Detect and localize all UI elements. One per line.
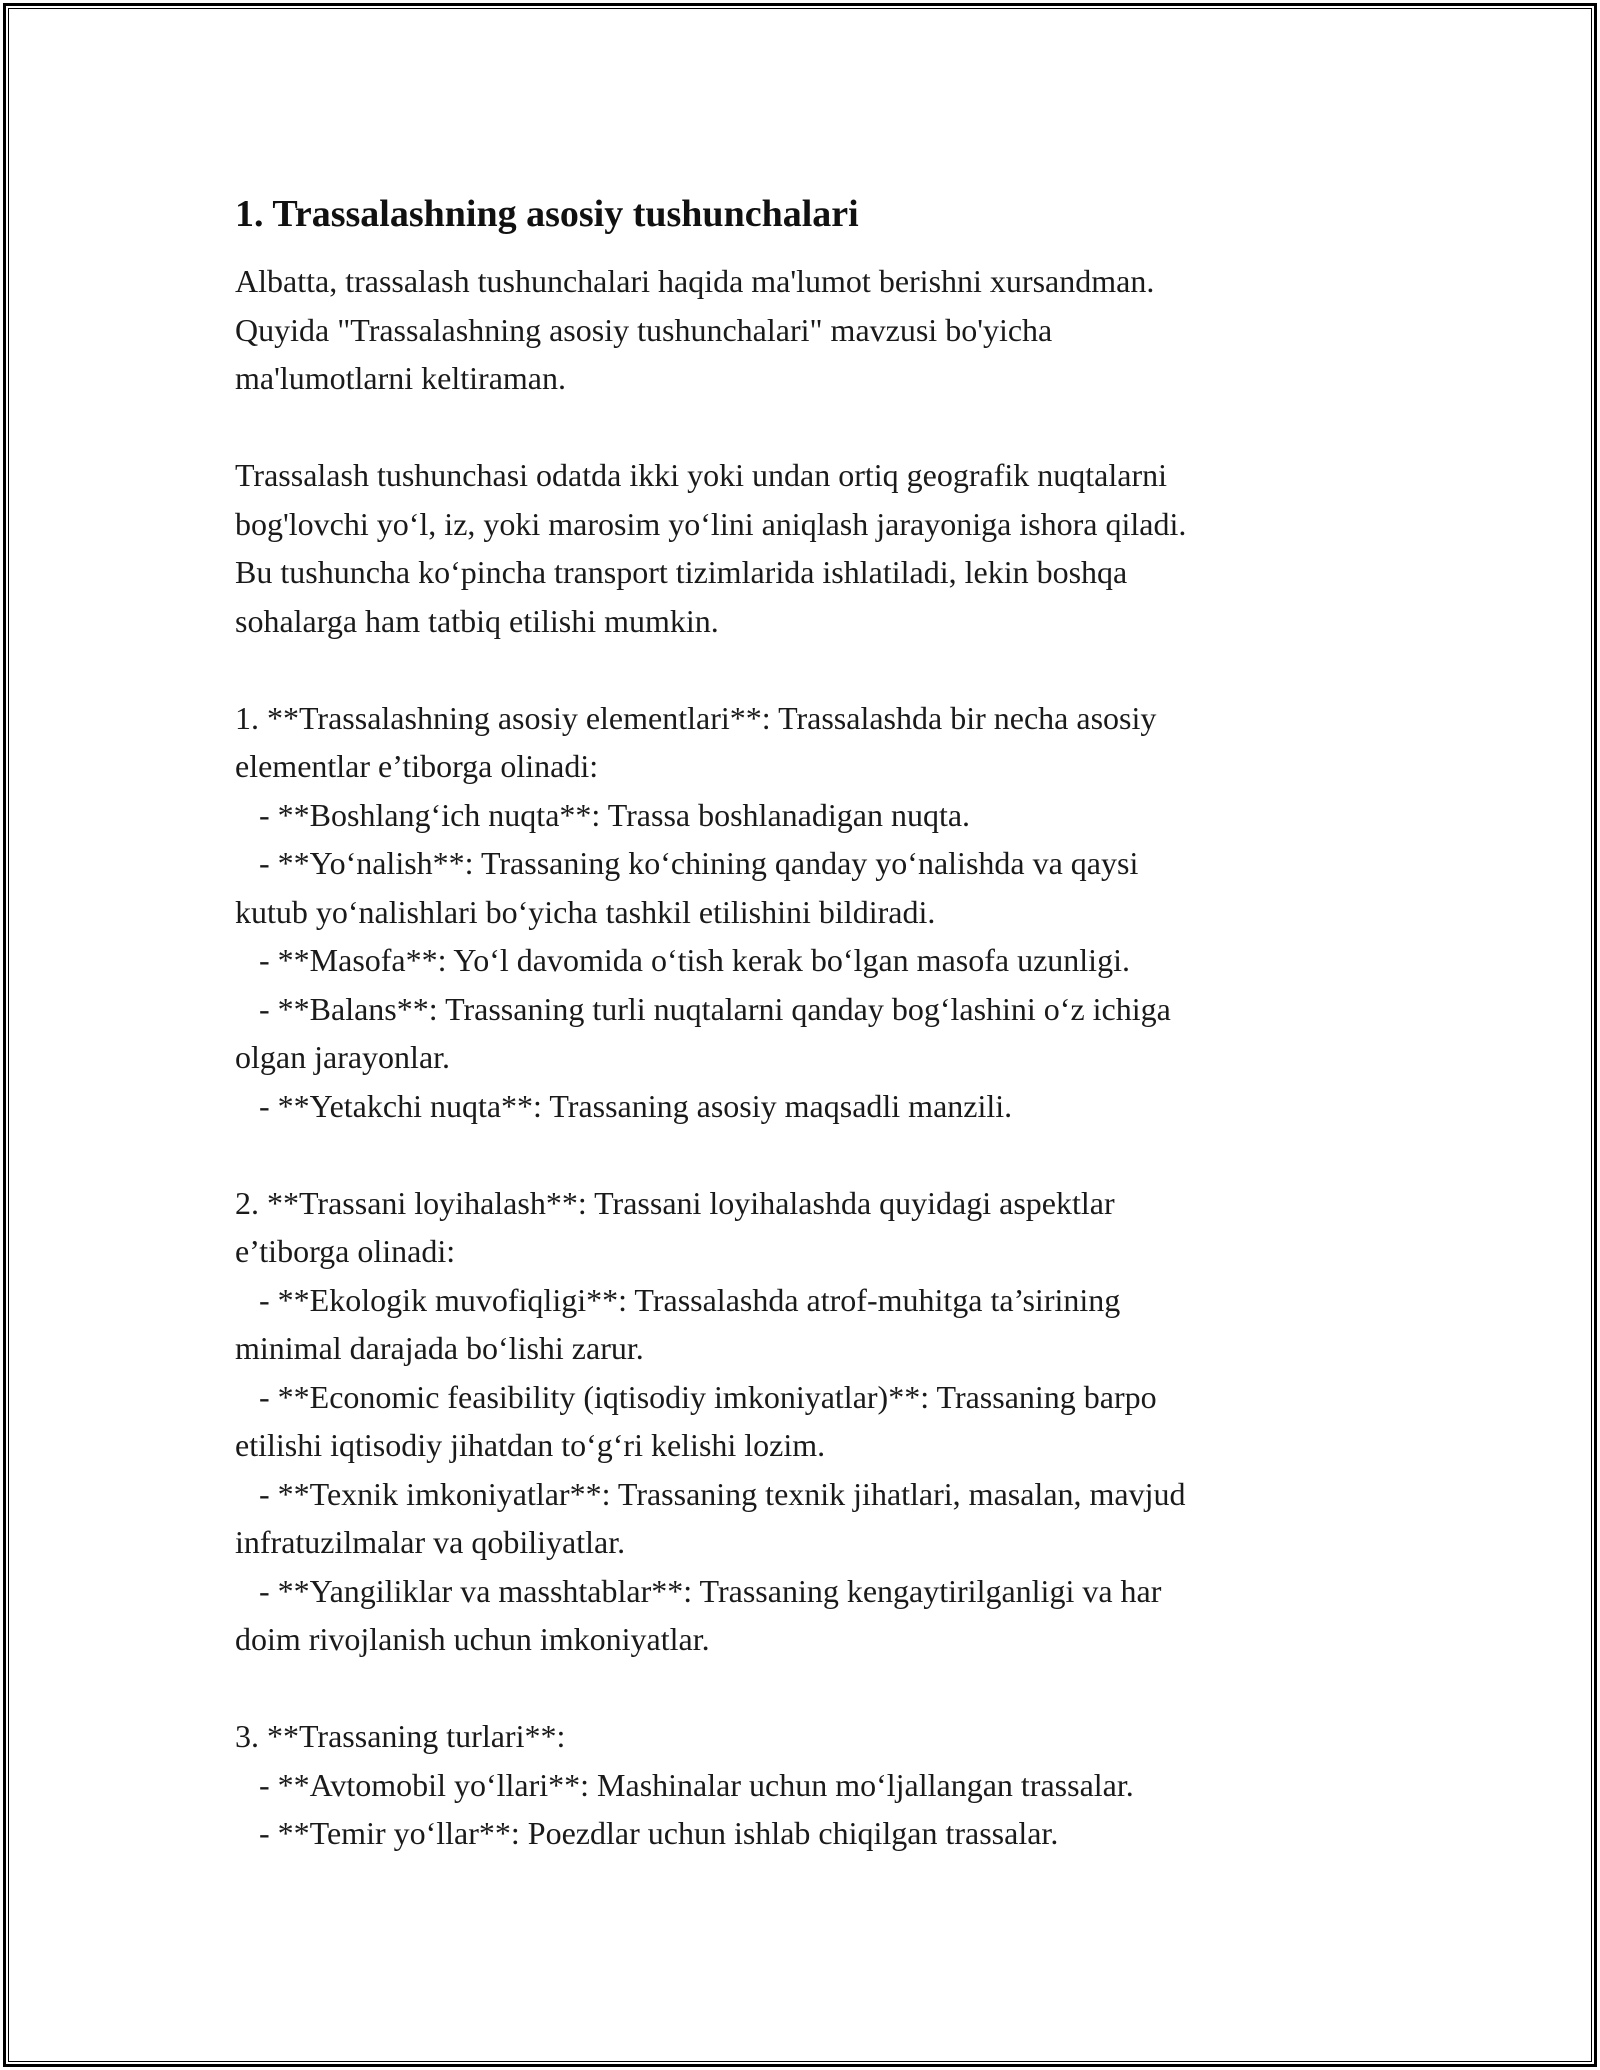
blank-line — [235, 1664, 1365, 1713]
text-line: Bu tushuncha ko‘pincha transport tizimlarida ishlatiladi, lekin boshqa — [235, 554, 1128, 590]
text-line: ma'lumotlarni keltiraman. — [235, 360, 566, 396]
document-heading: 1. Trassalashning asosiy tushunchalari — [235, 193, 859, 235]
text-line: doim rivojlanish uchun imkoniyatlar. — [235, 1621, 710, 1657]
text-line: e’tiborga olinadi: — [235, 1233, 456, 1269]
text-line: 2. **Trassani loyihalash**: Trassani loyihalashda quyidagi aspektlar — [235, 1184, 1115, 1221]
text-line: bog'lovchi yo‘l, iz, yoki marosim yo‘lini aniqlash jarayoniga ishora qiladi. — [235, 505, 1187, 542]
text-line: infratuzilmalar va qobiliyatlar. — [235, 1524, 626, 1560]
text-line: 1. **Trassalashning asosiy elementlari**: Trassalashda bir necha asosiy — [235, 699, 1157, 736]
text-line: sohalarga ham tatbiq etilishi mumkin. — [235, 602, 719, 639]
text-line: - **Yetakchi nuqta**: Trassaning asosiy maqsadli manzili. — [235, 1087, 1013, 1124]
text-line: - **Economic feasibility (iqtisodiy imkoniyatlar)**: Trassaning barpo — [235, 1378, 1157, 1415]
text-line: minimal darajada bo‘lishi zarur. — [235, 1330, 644, 1366]
text-line: olgan jarayonlar. — [235, 1039, 451, 1075]
text-lines — [235, 257, 1365, 1858]
text-line: - **Temir yo‘llar**: Poezdlar uchun ishlab chiqilgan trassalar. — [235, 1815, 1059, 1851]
text-line: - **Balans**: Trassaning turli nuqtalarni qanday bog‘lashini o‘z ichiga — [235, 990, 1171, 1027]
text-line: kutub yo‘nalishlari bo‘yicha tashkil etilishini bildiradi. — [235, 893, 936, 930]
text-line: - **Masofa**: Yo‘l davomida o‘tish kerak bo‘lgan masofa uzunligi. — [235, 942, 1130, 978]
text-line: Quyida "Trassalashning asosiy tushunchalari" mavzusi bo'yicha — [235, 311, 1053, 348]
text-line: - **Texnik imkoniyatlar**: Trassaning texnik jihatlari, masalan, mavjud — [235, 1475, 1186, 1512]
text-line: Trassalash tushunchasi odatda ikki yoki undan ortiq geografik nuqtalarni — [235, 457, 1167, 493]
document-body — [235, 186, 1365, 1858]
text-line: - **Avtomobil yo‘llari**: Mashinalar uchun mo‘ljallangan trassalar. — [235, 1766, 1134, 1803]
text-line: elementlar e’tiborga olinadi: — [235, 748, 599, 784]
text-line: - **Yo‘nalish**: Trassaning ko‘chining qanday yo‘nalishda va qaysi — [235, 845, 1139, 881]
blank-line — [235, 1130, 1365, 1179]
text-line: Albatta, trassalash tushunchalari haqida ma'lumot berishni xursandman. — [235, 263, 1155, 299]
text-line: etilishi iqtisodiy jihatdan to‘g‘ri kelishi lozim. — [235, 1427, 826, 1463]
text-line: 3. **Trassaning turlari**: — [235, 1718, 566, 1754]
blank-line — [235, 403, 1365, 452]
text-line: - **Yangiliklar va masshtablar**: Trassaning kengaytirilganligi va har — [235, 1572, 1162, 1609]
text-line: - **Ekologik muvofiqligi**: Trassalashda atrof-muhitga ta’sirining — [235, 1281, 1121, 1318]
text-line: - **Boshlang‘ich nuqta**: Trassa boshlanadigan nuqta. — [235, 796, 971, 833]
blank-line — [235, 645, 1365, 694]
